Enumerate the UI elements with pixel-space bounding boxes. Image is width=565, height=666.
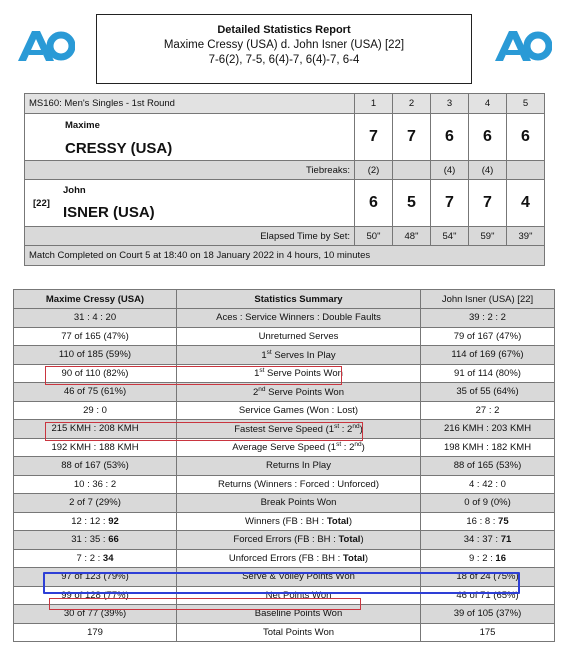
- highlight-net-points: [49, 598, 361, 610]
- player1-stat-value: 99 of 128 (77%): [14, 586, 177, 605]
- player1-stat-value: 97 of 123 (79%): [14, 568, 177, 587]
- stats-row: [14, 309, 555, 328]
- set-header: 1: [355, 94, 393, 114]
- stats-row: [14, 383, 555, 402]
- match-footer-row: [25, 246, 545, 266]
- player1-stat-value: 31 : 35 : 66: [14, 531, 177, 550]
- player1-first-name: Maxime: [65, 120, 100, 131]
- player1-name-cell: [25, 114, 355, 161]
- stat-label: Baseline Points Won: [177, 605, 421, 624]
- scoreboard-table: [24, 93, 545, 266]
- player2-stat-value: 39 : 2 : 2: [421, 309, 555, 328]
- player2-set-score: 7: [469, 180, 507, 227]
- player2-name-cell: [25, 180, 355, 227]
- player1-stat-value: 88 of 167 (53%): [14, 457, 177, 476]
- player1-stat-value: 31 : 4 : 20: [14, 309, 177, 328]
- set-scores: 7-6(2), 7-5, 6(4)-7, 6(4)-7, 6-4: [208, 54, 360, 66]
- elapsed-value: 39": [507, 227, 545, 246]
- stats-row: [14, 623, 555, 642]
- stat-label: 2nd Serve Points Won: [177, 383, 421, 402]
- tiebreak-value: (2): [355, 161, 393, 180]
- stat-label: Unreturned Serves: [177, 327, 421, 346]
- stats-row: [14, 401, 555, 420]
- stats-row: [14, 475, 555, 494]
- player1-stat-value: 77 of 165 (47%): [14, 327, 177, 346]
- player2-stat-value: 46 of 71 (65%): [421, 586, 555, 605]
- player1-stat-value: 29 : 0: [14, 401, 177, 420]
- stat-label: Returns In Play: [177, 457, 421, 476]
- stat-label: Total Points Won: [177, 623, 421, 642]
- player2-stat-value: 18 of 24 (75%): [421, 568, 555, 587]
- tiebreak-value: [507, 161, 545, 180]
- player2-stat-value: 35 of 55 (64%): [421, 383, 555, 402]
- stats-header-row: [14, 290, 555, 309]
- scoreboard-header-row: [25, 94, 545, 114]
- elapsed-value: 48": [393, 227, 431, 246]
- set-header: 5: [507, 94, 545, 114]
- player2-set-score: 5: [393, 180, 431, 227]
- player1-column-header: Maxime Cressy (USA): [14, 290, 177, 309]
- stat-label: 1st Serve Points Won: [177, 364, 421, 383]
- player2-stat-value: 4 : 42 : 0: [421, 475, 555, 494]
- highlight-fastest-serve: [45, 422, 363, 441]
- set-header: 3: [431, 94, 469, 114]
- player2-stat-value: 175: [421, 623, 555, 642]
- ao-logo-right: [492, 28, 552, 64]
- stats-row: [14, 327, 555, 346]
- player1-stat-value: 12 : 12 : 92: [14, 512, 177, 531]
- player2-stat-value: 91 of 114 (80%): [421, 364, 555, 383]
- player2-stat-value: 9 : 2 : 16: [421, 549, 555, 568]
- player1-set-score: 6: [431, 114, 469, 161]
- stat-label: Service Games (Won : Lost): [177, 401, 421, 420]
- elapsed-row: [25, 227, 545, 246]
- player2-stat-value: 79 of 167 (47%): [421, 327, 555, 346]
- tiebreak-label: Tiebreaks:: [25, 161, 355, 180]
- stats-row: [14, 346, 555, 365]
- highlight-serve-volley: [43, 572, 520, 594]
- ao-logo-left: [15, 28, 75, 64]
- player1-stat-value: 30 of 77 (39%): [14, 605, 177, 624]
- player2-stat-value: 198 KMH : 182 KMH: [421, 438, 555, 457]
- stat-label: Average Serve Speed (1st : 2nd): [177, 438, 421, 457]
- stats-row: [14, 549, 555, 568]
- stat-label: Unforced Errors (FB : BH : Total): [177, 549, 421, 568]
- player2-stat-value: 0 of 9 (0%): [421, 494, 555, 513]
- tiebreak-row: [25, 161, 545, 180]
- event-label: MS160: Men's Singles - 1st Round: [25, 94, 355, 114]
- player2-stat-value: 216 KMH : 203 KMH: [421, 420, 555, 439]
- player2-set-score: 7: [431, 180, 469, 227]
- tiebreak-value: [393, 161, 431, 180]
- elapsed-value: 54": [431, 227, 469, 246]
- player1-last-name: CRESSY (USA): [65, 140, 173, 157]
- player1-stat-value: 179: [14, 623, 177, 642]
- player2-stat-value: 39 of 105 (37%): [421, 605, 555, 624]
- elapsed-label: Elapsed Time by Set:: [25, 227, 355, 246]
- stats-row: [14, 457, 555, 476]
- summary-column-header: Statistics Summary: [177, 290, 421, 309]
- player1-stat-value: 192 KMH : 188 KMH: [14, 438, 177, 457]
- player1-stat-value: 10 : 36 : 2: [14, 475, 177, 494]
- report-title: Detailed Statistics Report: [217, 24, 351, 36]
- player2-last-name: ISNER (USA): [63, 204, 155, 221]
- player1-set-score: 7: [355, 114, 393, 161]
- stat-label: Forced Errors (FB : BH : Total): [177, 531, 421, 550]
- player2-stat-value: 88 of 165 (53%): [421, 457, 555, 476]
- player1-set-score: 7: [393, 114, 431, 161]
- player2-set-score: 4: [507, 180, 545, 227]
- tiebreak-value: (4): [431, 161, 469, 180]
- player2-stat-value: 114 of 169 (67%): [421, 346, 555, 365]
- player1-stat-value: 215 KMH : 208 KMH: [14, 420, 177, 439]
- player1-stat-value: 46 of 75 (61%): [14, 383, 177, 402]
- player2-first-name: John: [63, 185, 86, 196]
- player2-stat-value: 16 : 8 : 75: [421, 512, 555, 531]
- player2-stat-value: 34 : 37 : 71: [421, 531, 555, 550]
- player2-row: [25, 180, 545, 227]
- player2-seed: [22]: [33, 197, 50, 209]
- stat-label: Aces : Service Winners : Double Faults: [177, 309, 421, 328]
- stat-label: Net Points Won: [177, 586, 421, 605]
- elapsed-value: 50": [355, 227, 393, 246]
- stat-label: Fastest Serve Speed (1st : 2nd): [177, 420, 421, 439]
- stat-label: Winners (FB : BH : Total): [177, 512, 421, 531]
- match-result: Maxime Cressy (USA) d. John Isner (USA) [22]: [163, 39, 405, 51]
- tiebreak-value: (4): [469, 161, 507, 180]
- stat-label: Break Points Won: [177, 494, 421, 513]
- stat-label: 1st Serves In Play: [177, 346, 421, 365]
- stats-row: [14, 512, 555, 531]
- player1-stat-value: 7 : 2 : 34: [14, 549, 177, 568]
- set-header: 2: [393, 94, 431, 114]
- player1-set-score: 6: [507, 114, 545, 161]
- stat-label: Serve & Volley Points Won: [177, 568, 421, 587]
- player1-set-score: 6: [469, 114, 507, 161]
- stats-row: [14, 531, 555, 550]
- report-header: [96, 14, 472, 84]
- stat-label: Returns (Winners : Forced : Unforced): [177, 475, 421, 494]
- elapsed-value: 59": [469, 227, 507, 246]
- player2-stat-value: 27 : 2: [421, 401, 555, 420]
- player2-column-header: John Isner (USA) [22]: [421, 290, 555, 309]
- player1-stat-value: 90 of 110 (82%): [14, 364, 177, 383]
- player1-stat-value: 110 of 185 (59%): [14, 346, 177, 365]
- player2-set-score: 6: [355, 180, 393, 227]
- stats-row: [14, 494, 555, 513]
- highlight-1st-serve-points: [45, 366, 342, 385]
- player1-stat-value: 2 of 7 (29%): [14, 494, 177, 513]
- match-completed-text: Match Completed on Court 5 at 18:40 on 18 January 2022 in 4 hours, 10 minutes: [25, 246, 545, 266]
- player1-row: [25, 114, 545, 161]
- set-header: 4: [469, 94, 507, 114]
